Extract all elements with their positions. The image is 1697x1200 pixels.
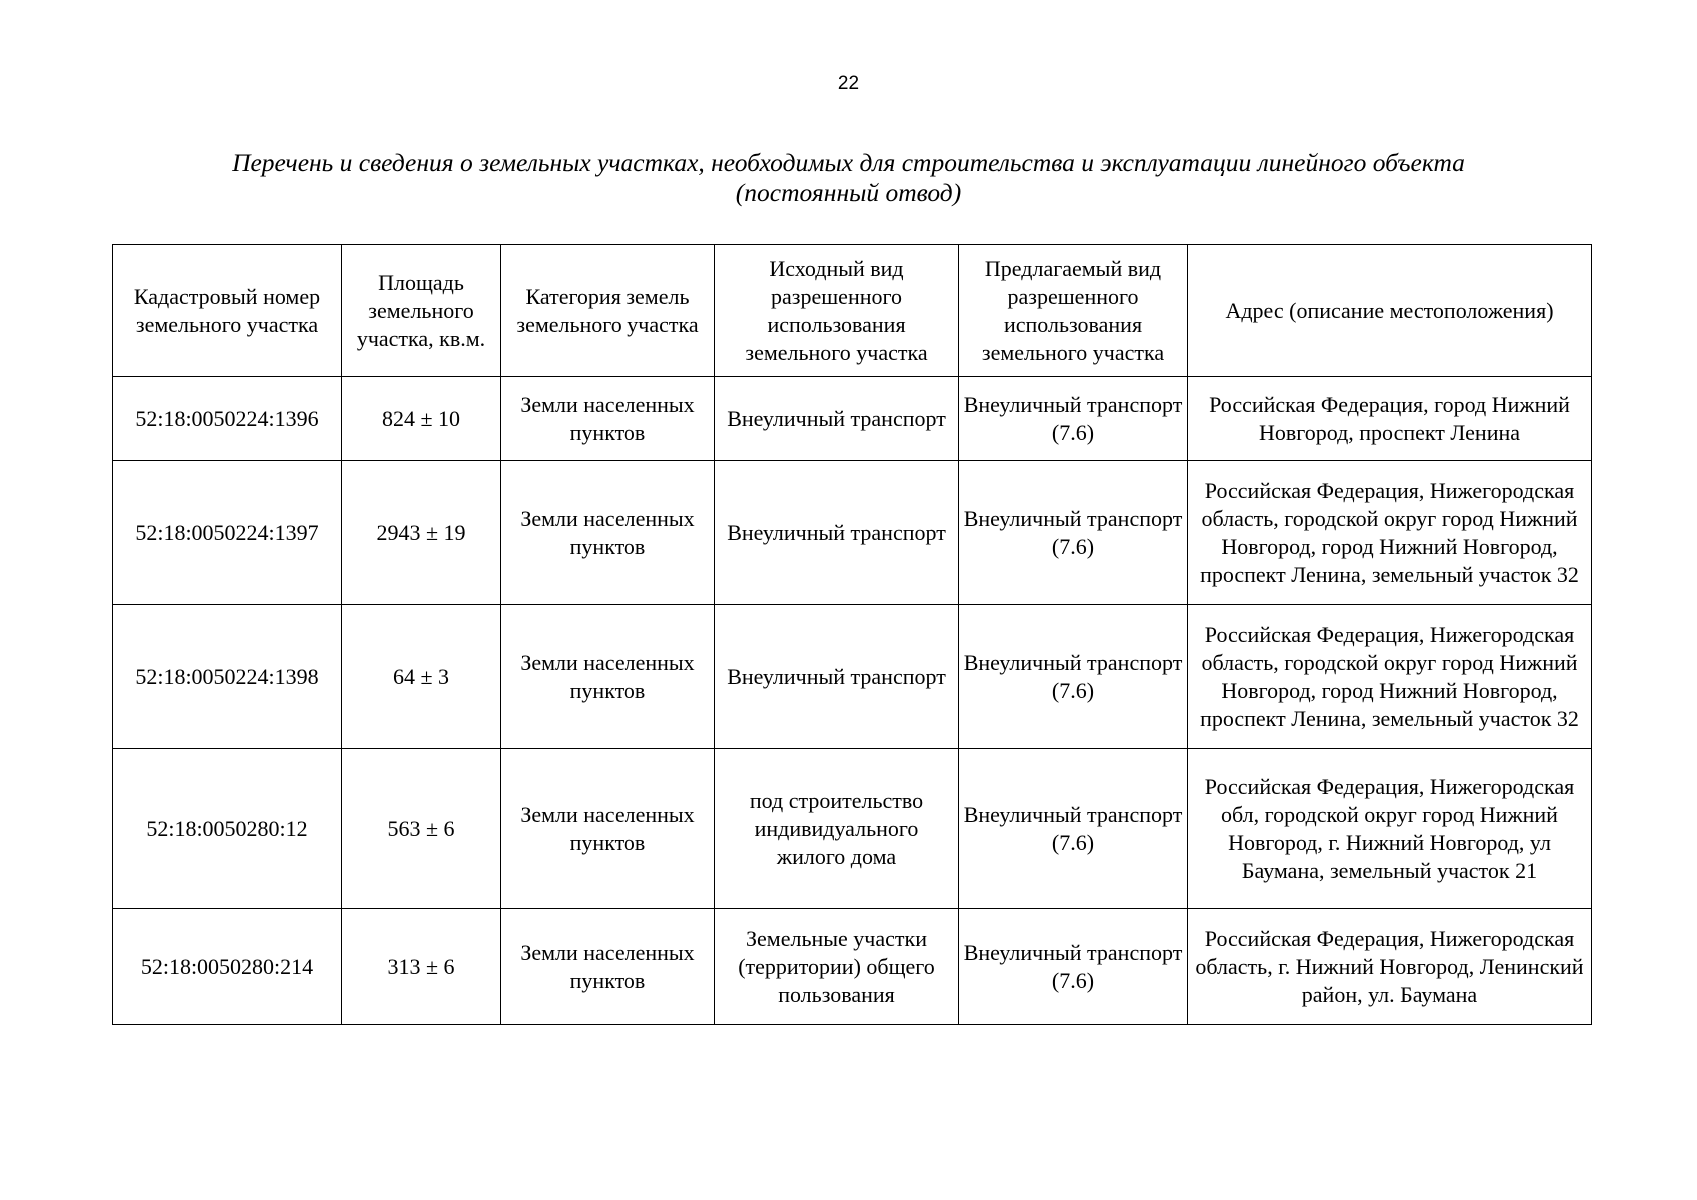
land-category-cell: Земли населенных пунктов bbox=[501, 377, 715, 461]
area-cell: 313 ± 6 bbox=[342, 909, 501, 1025]
document-title-line-1: Перечень и сведения о земельных участках, необходимых для строительства и эксплуатации линейного объекта bbox=[232, 148, 1465, 177]
address-cell: Российская Федерация, город Нижний Новгород, проспект Ленина bbox=[1188, 377, 1592, 461]
land-category-cell: Земли населенных пунктов bbox=[501, 461, 715, 605]
land-category-cell: Земли населенных пунктов bbox=[501, 749, 715, 909]
area-cell: 824 ± 10 bbox=[342, 377, 501, 461]
table-row bbox=[113, 749, 1592, 909]
table-row bbox=[113, 461, 1592, 605]
header-cadastral-number: Кадастровый номер земельного участка bbox=[113, 245, 342, 377]
table-header-row bbox=[113, 245, 1592, 377]
address-cell: Российская Федерация, Нижегородская область, г. Нижний Новгород, Ленинский район, ул. Баумана bbox=[1188, 909, 1592, 1025]
cadastral-number-cell: 52:18:0050224:1398 bbox=[113, 605, 342, 749]
original-use-cell: Земельные участки (территории) общего пользования bbox=[715, 909, 959, 1025]
land-category-cell: Земли населенных пунктов bbox=[501, 909, 715, 1025]
cadastral-number-cell: 52:18:0050224:1396 bbox=[113, 377, 342, 461]
original-use-cell: Внеуличный транспорт bbox=[715, 461, 959, 605]
header-original-use: Исходный вид разрешенного использования земельного участка bbox=[715, 245, 959, 377]
cadastral-number-cell: 52:18:0050280:214 bbox=[113, 909, 342, 1025]
document-title bbox=[0, 148, 1697, 208]
cadastral-number-cell: 52:18:0050224:1397 bbox=[113, 461, 342, 605]
land-category-cell: Земли населенных пунктов bbox=[501, 605, 715, 749]
area-cell: 563 ± 6 bbox=[342, 749, 501, 909]
original-use-cell: Внеуличный транспорт bbox=[715, 377, 959, 461]
proposed-use-cell: Внеуличный транспорт (7.6) bbox=[959, 749, 1188, 909]
original-use-cell: под строительство индивидуального жилого дома bbox=[715, 749, 959, 909]
original-use-cell: Внеуличный транспорт bbox=[715, 605, 959, 749]
proposed-use-cell: Внеуличный транспорт (7.6) bbox=[959, 909, 1188, 1025]
proposed-use-cell: Внеуличный транспорт (7.6) bbox=[959, 605, 1188, 749]
header-proposed-use: Предлагаемый вид разрешенного использования земельного участка bbox=[959, 245, 1188, 377]
address-cell: Российская Федерация, Нижегородская область, городской округ город Нижний Новгород, город Нижний Новгород, проспект Ленина, земельный участок 32 bbox=[1188, 461, 1592, 605]
header-land-category: Категория земель земельного участка bbox=[501, 245, 715, 377]
address-cell: Российская Федерация, Нижегородская область, городской округ город Нижний Новгород, город Нижний Новгород, проспект Ленина, земельный участок 32 bbox=[1188, 605, 1592, 749]
header-address: Адрес (описание местоположения) bbox=[1188, 245, 1592, 377]
cadastral-number-cell: 52:18:0050280:12 bbox=[113, 749, 342, 909]
land-parcels-table bbox=[112, 244, 1592, 1025]
header-area: Площадь земельного участка, кв.м. bbox=[342, 245, 501, 377]
proposed-use-cell: Внеуличный транспорт (7.6) bbox=[959, 461, 1188, 605]
proposed-use-cell: Внеуличный транспорт (7.6) bbox=[959, 377, 1188, 461]
document-title-line-2: (постоянный отвод) bbox=[735, 178, 962, 207]
address-cell: Российская Федерация, Нижегородская обл, городской округ город Нижний Новгород, г. Нижний Новгород, ул Баумана, земельный участок 21 bbox=[1188, 749, 1592, 909]
page-number: 22 bbox=[837, 73, 860, 94]
table-row bbox=[113, 909, 1592, 1025]
table-row bbox=[113, 605, 1592, 749]
area-cell: 2943 ± 19 bbox=[342, 461, 501, 605]
area-cell: 64 ± 3 bbox=[342, 605, 501, 749]
table-row bbox=[113, 377, 1592, 461]
